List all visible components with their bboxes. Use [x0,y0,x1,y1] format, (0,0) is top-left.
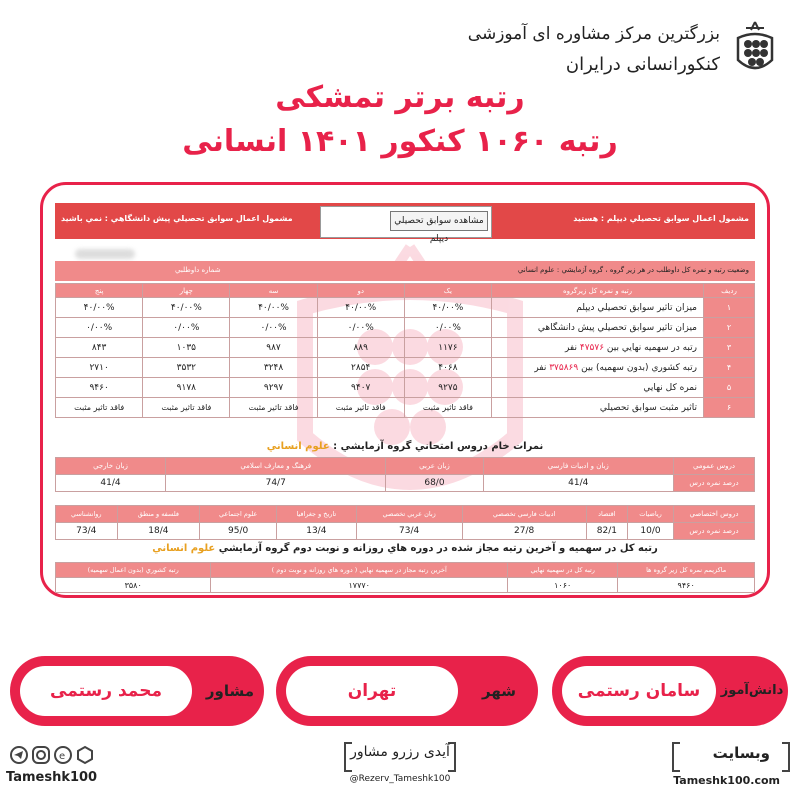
cell: ۰/۰۰% [317,318,404,338]
bracket-right [782,742,790,772]
specialized-row-head: دروس اختصاصي [674,506,755,523]
general-scores-table [55,457,755,492]
score-cell: 41/4 [483,475,673,492]
cell: ۳۵۳۲ [143,358,230,378]
final-header: آخرين رتبه مجاز در سهميه نهايي ( دوره هاي روزانه و نوبت دوم ) [211,563,508,578]
row-index: ۵ [704,378,755,398]
advisor-pill [10,656,264,726]
raw-scores-group: علوم انساني [266,441,330,452]
student-label: دانش‌آموز [720,683,784,698]
subject-header: رياضيات [628,506,674,523]
rank-header-1: يک [404,284,491,298]
table-row [56,398,755,418]
score-cell: 74/7 [166,475,386,492]
final-value: ۱۰۶۰ [508,578,618,593]
table-row [56,338,755,358]
city-value: تهران [286,666,458,716]
row-label-count: ۴۷۵۷۶ [579,342,605,353]
svg-text:e: e [59,751,66,762]
specialized-score-row [56,523,755,540]
student-pill [552,656,788,726]
rank-header-5: پنج [56,284,143,298]
brand-tagline: بزرگترین مرکز مشاوره ای آموزشی [467,24,720,44]
score-cell: 10/0 [628,523,674,540]
cell: فاقد تاثير مثبت [404,398,491,418]
subject-header: زبان خارجي [56,458,166,475]
row-label-pre: رتبه در سهميه نهايي بين [604,342,697,353]
cell: ۲۷۱۰ [56,358,143,378]
subject-header: ادبيات فارسي تخصصي [462,506,586,523]
website-title: وبسایت [712,744,770,762]
final-header: رتبه كشوري (بدون اعمال سهميه) [56,563,211,578]
row-index: ۶ [704,398,755,418]
advisor-value: محمد رستمی [20,666,192,716]
final-value-row [56,578,755,593]
cell: ۴۰/۰۰% [56,298,143,318]
status-line: وضعيت رتبه و نمره كل داوطلب در هر زير گروه ، گروه آزمايشي : علوم انساني [517,266,749,274]
cell: ۰/۰۰% [404,318,491,338]
rank-header-4: چهار [143,284,230,298]
cell: ۹۲۷۵ [404,378,491,398]
rank-header-2: دو [317,284,404,298]
reserve-handle[interactable]: @Rezerv_Tameshk100 [349,774,451,784]
brand-name: کنکورانسانی درایران [565,54,720,75]
row-index: ۳ [704,338,755,358]
score-cell: 73/4 [56,523,118,540]
city-label: شهر [482,682,516,700]
raw-scores-title-text: نمرات خام دروس امتحاني گروه آزمايشي : [333,441,544,452]
cell: ۸۸۹ [317,338,404,358]
report-sheet [55,197,755,590]
score-cell: 73/4 [356,523,462,540]
row-label: نمره كل نهايي [492,378,704,398]
row-label: ميزان تاثير سوابق تحصيلي پيش دانشگاهي [492,318,704,338]
cell: ۴۰/۰۰% [230,298,317,318]
subject-header: زبان و ادبيات فارسي [483,458,673,475]
final-rank-title-text: رتبه كل در سهميه و آخرين رتبه مجاز شده در دوره هاي روزانه و نوبت دوم گروه آزمايشي [218,543,658,554]
cell: ۴۰/۰۰% [317,298,404,318]
specialized-scores-table [55,505,755,540]
score-cell: 82/1 [586,523,627,540]
row-label-post: نفر [564,342,580,353]
final-header-row [56,563,755,578]
cell: فاقد تاثير مثبت [230,398,317,418]
row-index: ۲ [704,318,755,338]
bracket-left [672,742,680,772]
website-url[interactable]: Tameshk100.com [673,774,780,787]
cell: ۰/۰۰% [230,318,317,338]
specialized-header-row [56,506,755,523]
city-pill [276,656,538,726]
general-score-row [56,475,755,492]
cell: ۹۱۷۸ [143,378,230,398]
rank-header-label: رتبه و نمره كل زيرگروه [492,284,704,298]
row-index: ۱ [704,298,755,318]
cell: ۸۴۳ [56,338,143,358]
table-row [56,358,755,378]
score-cell: 41/4 [56,475,166,492]
row-label [492,338,704,358]
general-row-head: دروس عمومي [674,458,755,475]
raw-scores-title [55,441,755,452]
candidate-number-redacted [75,249,135,259]
general-row-label: درصد نمره درس [674,475,755,492]
cell: ۲۸۵۴ [317,358,404,378]
raspberry-logo-icon [732,20,778,78]
instagram-icon[interactable] [32,746,50,764]
view-diploma-button[interactable]: مشاهده سوابق تحصيلي ديپلم [390,211,488,231]
subject-header: اقتصاد [586,506,627,523]
cell: ۹۴۰۷ [317,378,404,398]
advisor-label: مشاور [205,682,255,700]
row-label-count: ۳۷۵۸۶۹ [549,362,579,373]
cell: ۳۲۴۸ [230,358,317,378]
table-row [56,378,755,398]
cell: ۱۱۷۶ [404,338,491,358]
subject-header: زبان عربي [386,458,483,475]
page-subtitle: رتبه ۱۰۶۰ کنکور ۱۴۰۱ انسانی [182,124,618,159]
cell: ۹۴۶۰ [56,378,143,398]
score-cell: 95/0 [200,523,277,540]
page-title: رتبه برتر تمشکی [275,80,525,115]
row-label [492,358,704,378]
cell: ۱۰۳۵ [143,338,230,358]
score-cell: 27/8 [462,523,586,540]
row-label: تاثير مثبت سوابق تحصيلي [492,398,704,418]
final-value: ۳۵۸۰ [56,578,211,593]
candidate-label: شماره داوطلبي [175,266,221,274]
student-value: سامان رستمی [562,666,716,716]
table-row [56,298,755,318]
row-index: ۴ [704,358,755,378]
subject-header: فلسفه و منطق [117,506,200,523]
cell: ۴۰۶۸ [404,358,491,378]
cell: ۴۰/۰۰% [404,298,491,318]
eitaa-icon[interactable] [54,746,72,764]
subject-header: روانشناسي [56,506,118,523]
rank-table [55,283,755,418]
table-row [56,318,755,338]
final-value: ۱۷۷۷۰ [211,578,508,593]
final-header: ماكزيمم نمره كل زير گروه ها [618,563,755,578]
diploma-status: مشمول اعمال سوابق تحصيلي ديپلم : هستيد [573,214,749,223]
cell: فاقد تاثير مثبت [317,398,404,418]
rubika-icon[interactable] [76,746,94,764]
report-header-bar [55,203,755,244]
final-header: رتبه كل در سهميه نهايي [508,563,618,578]
social-icons [10,746,120,766]
final-value: ۹۴۶۰ [618,578,755,593]
cell: ۹۸۷ [230,338,317,358]
subject-header: فرهنگ و معارف اسلامي [166,458,386,475]
cell: ۰/۰۰% [56,318,143,338]
row-label: ميزان تاثير سوابق تحصيلي ديپلم [492,298,704,318]
status-row [55,261,755,281]
general-header-row [56,458,755,475]
score-cell: 13/4 [277,523,357,540]
subject-header: زبان عربي تخصصي [356,506,462,523]
rank-table-header [56,284,755,298]
specialized-row-label: درصد نمره درس [674,523,755,540]
cell: ۹۲۹۷ [230,378,317,398]
score-cell: 68/0 [386,475,483,492]
score-cell: 18/4 [117,523,200,540]
telegram-icon[interactable] [10,746,28,764]
preuniversity-status: مشمول اعمال سوابق تحصيلي پيش دانشگاهي : نمي باشيد [61,214,293,223]
subject-header: علوم اجتماعي [200,506,277,523]
final-rank-title [55,543,755,554]
rank-header-idx: رديف [704,284,755,298]
brand-header [458,14,778,84]
reserve-title: آیدی رزرو مشاور [350,744,450,760]
cell: ۴۰/۰۰% [143,298,230,318]
subject-header: تاريخ و جغرافيا [277,506,357,523]
report-card [40,182,770,598]
final-rank-group: علوم انساني [152,543,216,554]
cell: فاقد تاثير مثبت [56,398,143,418]
rank-header-3: سه [230,284,317,298]
cell: فاقد تاثير مثبت [143,398,230,418]
final-rank-table [55,562,755,593]
row-label-pre: رتبه كشوري (بدون سهميه) بين [578,362,697,373]
footer-brand: Tameshk100 [6,770,98,785]
row-label-post: نفر [534,362,550,373]
cell: ۰/۰۰% [143,318,230,338]
